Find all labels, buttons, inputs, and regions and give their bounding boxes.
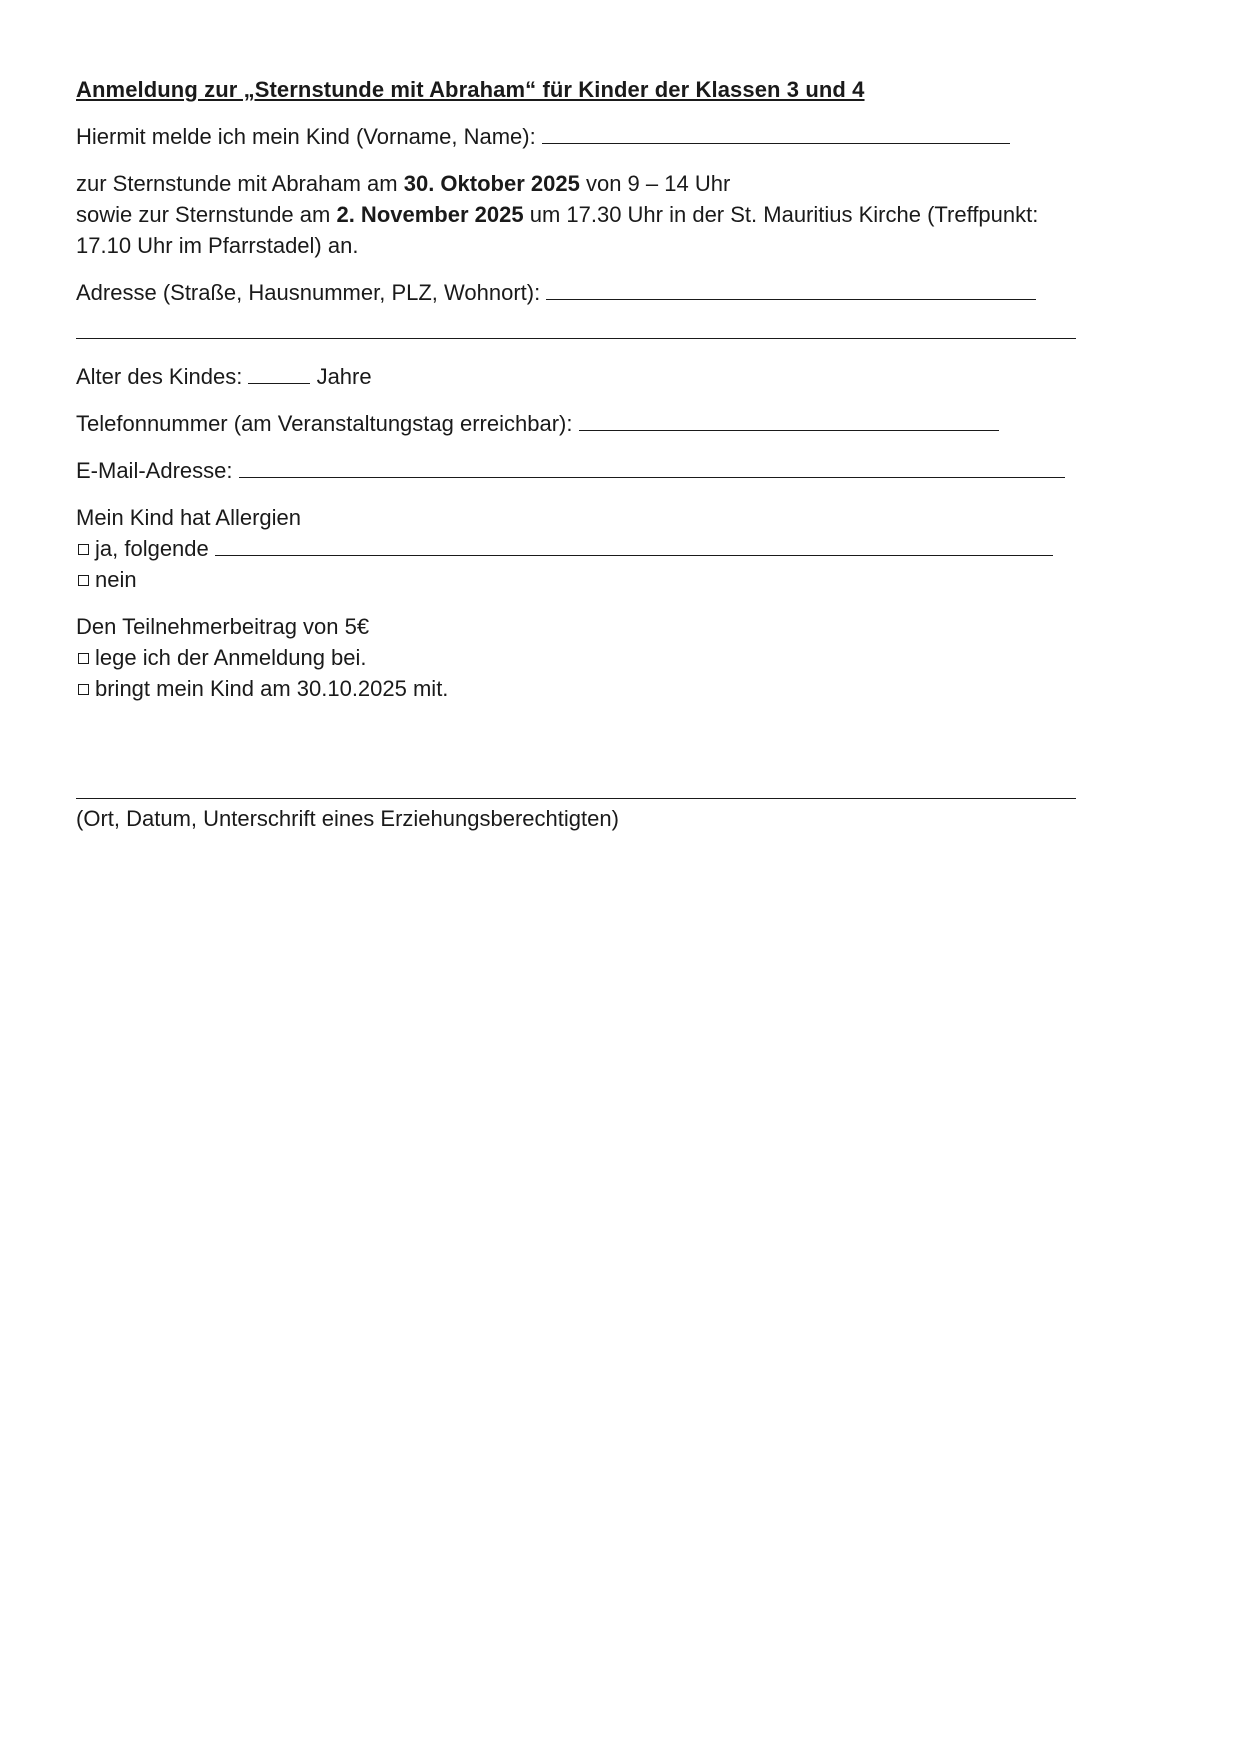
phone-label: Telefonnummer (am Veranstaltungstag erreichbar): — [76, 411, 573, 436]
fee-section — [76, 611, 1166, 704]
event-location: um 17.30 Uhr in der St. Mauritius Kirche (Treffpunkt: — [529, 202, 1039, 227]
signature-section — [76, 774, 1166, 834]
event-date-1: 30. Oktober 2025 — [403, 171, 580, 196]
registration-form — [76, 74, 1166, 834]
signature-caption: (Ort, Datum, Unterschrift eines Erziehungsberechtigten) — [76, 806, 619, 831]
allergies-no-label: nein — [95, 567, 137, 592]
age-label: Alter des Kindes: — [76, 364, 243, 389]
address-field-2[interactable] — [76, 314, 1076, 339]
child-name-field[interactable] — [542, 121, 1010, 144]
child-name-row — [76, 121, 1166, 152]
fee-bring-checkbox[interactable] — [78, 684, 89, 695]
event-time-1: von 9 – 14 Uhr — [585, 171, 731, 196]
fee-enclosed-row — [76, 642, 1166, 673]
allergies-details-field[interactable] — [215, 533, 1053, 556]
allergies-yes-label: ja, folgende — [95, 536, 209, 561]
event-line-1 — [76, 168, 1166, 199]
child-name-label: Hiermit melde ich mein Kind (Vorname, Name): — [76, 124, 536, 149]
address-field-1[interactable] — [546, 277, 1036, 300]
event-line-1-text: zur Sternstunde mit Abraham am — [76, 171, 398, 196]
email-field[interactable] — [239, 455, 1065, 478]
fee-heading: Den Teilnehmerbeitrag von 5€ — [76, 614, 370, 639]
allergies-no-row — [76, 564, 1166, 595]
address-row — [76, 277, 1166, 308]
form-title: Anmeldung zur „Sternstunde mit Abraham“ für Kinder der Klassen 3 und 4 — [76, 77, 865, 102]
phone-field[interactable] — [579, 408, 999, 431]
age-row — [76, 361, 1166, 392]
signature-spacer — [76, 720, 1166, 774]
event-line-3: 17.10 Uhr im Pfarrstadel) an. — [76, 233, 359, 258]
fee-bring-row — [76, 673, 1166, 704]
event-info — [76, 168, 1166, 261]
phone-row — [76, 408, 1166, 439]
event-line-2 — [76, 199, 1166, 230]
fee-bring-label: bringt mein Kind am 30.10.2025 mit. — [95, 676, 449, 701]
allergies-no-checkbox[interactable] — [78, 575, 89, 586]
address-row-2 — [76, 314, 1166, 339]
fee-enclosed-checkbox[interactable] — [78, 653, 89, 664]
signature-field[interactable] — [76, 774, 1076, 799]
event-line-2-text: sowie zur Sternstunde am — [76, 202, 331, 227]
allergies-yes-row — [76, 533, 1166, 564]
email-label: E-Mail-Adresse: — [76, 458, 233, 483]
email-row — [76, 455, 1166, 486]
fee-enclosed-label: lege ich der Anmeldung bei. — [95, 645, 367, 670]
event-date-2: 2. November 2025 — [336, 202, 524, 227]
allergies-section — [76, 502, 1166, 595]
age-unit: Jahre — [316, 364, 372, 389]
age-field[interactable] — [248, 361, 310, 384]
address-label: Adresse (Straße, Hausnummer, PLZ, Wohnort): — [76, 280, 541, 305]
allergies-yes-checkbox[interactable] — [78, 544, 89, 555]
allergies-heading: Mein Kind hat Allergien — [76, 505, 302, 530]
